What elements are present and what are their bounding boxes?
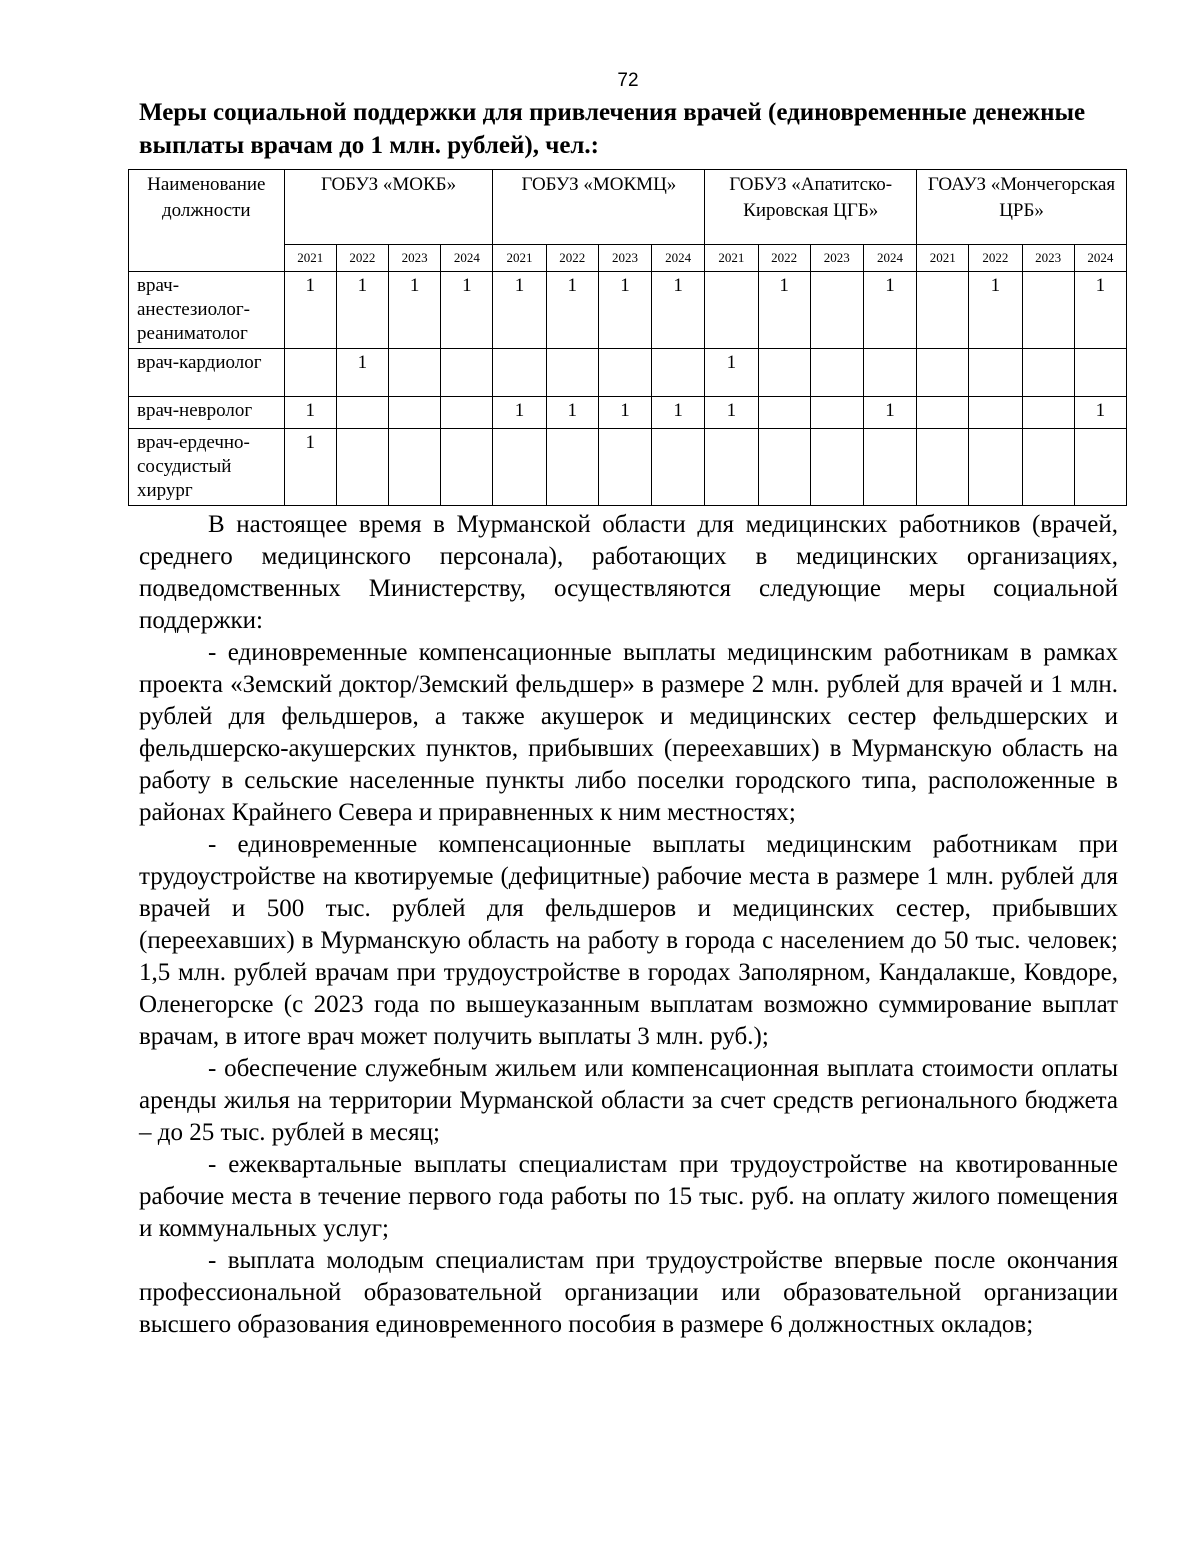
table-row [129, 349, 1127, 397]
year-cell: 2024 [652, 245, 705, 272]
position-name: врач-ердечно-сосудистый хирург [129, 429, 285, 506]
value-cell [969, 397, 1022, 429]
table-row [129, 429, 1127, 506]
value-cell [546, 349, 598, 397]
page-number: 72 [617, 70, 639, 91]
value-cell [441, 349, 493, 397]
value-cell: 1 [1074, 397, 1126, 429]
value-cell [493, 429, 546, 506]
value-cell [863, 349, 916, 397]
value-cell [1022, 429, 1074, 506]
value-cell [758, 397, 810, 429]
paragraph: - единовременные компенсационные выплаты медицинским работникам в рамках проекта «Земский доктор/Земский фельдшер» в размере 2 млн. рублей для врачей и 1 млн. рублей для фельдшеров, а также акушерок и медицинских сестер фельдшерских и фельдшерско-акушерских пунктов, прибывших (переехавших) в Мурманскую область на работу в сельские населенные пункты либо поселки городского типа, расположенные в районах Крайнего Севера и приравненных к ним местностях; [139, 639, 1118, 826]
value-cell [758, 429, 810, 506]
header-row [129, 170, 1127, 245]
page-title: Меры социальной поддержки для привлечения врачей (единовременные денежные выплаты врачам до 1 млн. рублей), чел.: [139, 99, 1086, 159]
paragraph: - единовременные компенсационные выплаты медицинским работникам при трудоустройстве на квотируемые (дефицитные) рабочие места в размере 1 млн. рублей для врачей и 500 тыс. рублей для фельдшеров и медицинских сестер, прибывших (переехавших) в Мурманскую область на работу в города с населением до 50 тыс. человек; 1,5 млн. рублей врачам при трудоустройстве в городах Заполярном, Кандалакше, Ковдоре, Оленегорске (с 2023 года по вышеуказанным выплатам возможно суммирование выплат врачам, в итоге врач может получить выплаты 3 млн. руб.); [139, 831, 1118, 1050]
value-cell: 1 [284, 272, 336, 349]
value-cell [652, 349, 705, 397]
value-cell [1022, 349, 1074, 397]
value-cell [652, 429, 705, 506]
value-cell: 1 [546, 272, 598, 349]
position-name: врач-невролог [129, 397, 285, 429]
value-cell: 1 [863, 272, 916, 349]
year-cell: 2023 [810, 245, 863, 272]
value-cell: 1 [705, 397, 758, 429]
value-cell: 1 [389, 272, 441, 349]
value-cell [969, 349, 1022, 397]
value-cell [441, 397, 493, 429]
year-cell: 2021 [284, 245, 336, 272]
value-cell: 1 [284, 397, 336, 429]
value-cell [1022, 272, 1074, 349]
paragraph: - выплата молодым специалистам при трудоустройстве впервые после окончания профессиональной образовательной организации или образовательной организации высшего образования единовременного пособия в размере 6 должностных окладов; [139, 1247, 1118, 1338]
value-cell: 1 [336, 272, 388, 349]
paragraph: - обеспечение служебным жильем или компенсационная выплата стоимости оплаты аренды жилья на территории Мурманской области за счет средств регионального бюджета – до 25 тыс. рублей в месяц; [139, 1055, 1118, 1146]
header-org-apatity: ГОБУЗ «Апатитско-Кировская ЦГБ» [705, 170, 917, 245]
value-cell [598, 349, 651, 397]
value-cell: 1 [493, 397, 546, 429]
year-cell: 2022 [546, 245, 598, 272]
value-cell: 1 [758, 272, 810, 349]
table-row [129, 397, 1127, 429]
table-body [129, 170, 1127, 506]
support-table [128, 169, 1127, 506]
year-cell: 2021 [917, 245, 969, 272]
year-cell: 2024 [863, 245, 916, 272]
header-position: Наименование должности [129, 170, 285, 272]
value-cell [810, 429, 863, 506]
table-row [129, 272, 1127, 349]
header-org-monchegorsk: ГОАУЗ «Мончегорская ЦРБ» [917, 170, 1127, 245]
value-cell [336, 397, 388, 429]
value-cell [705, 272, 758, 349]
paragraph: - ежеквартальные выплаты специалистам при трудоустройстве на квотированные рабочие места в течение первого года работы по 15 тыс. руб. на оплату жилого помещения и коммунальных услуг; [139, 1151, 1118, 1242]
value-cell [546, 429, 598, 506]
value-cell [917, 349, 969, 397]
value-cell: 1 [1074, 272, 1126, 349]
value-cell [284, 349, 336, 397]
year-cell: 2023 [598, 245, 651, 272]
year-cell: 2022 [758, 245, 810, 272]
value-cell: 1 [441, 272, 493, 349]
value-cell [1074, 429, 1126, 506]
value-cell [917, 397, 969, 429]
value-cell [969, 429, 1022, 506]
value-cell [441, 429, 493, 506]
value-cell: 1 [336, 349, 388, 397]
value-cell [810, 272, 863, 349]
year-cell: 2021 [493, 245, 546, 272]
value-cell: 1 [598, 397, 651, 429]
value-cell: 1 [546, 397, 598, 429]
year-cell: 2023 [389, 245, 441, 272]
value-cell [705, 429, 758, 506]
year-cell: 2021 [705, 245, 758, 272]
year-cell: 2023 [1022, 245, 1074, 272]
value-cell [1074, 349, 1126, 397]
value-cell [863, 429, 916, 506]
header-org-mokb: ГОБУЗ «МОКБ» [284, 170, 493, 245]
value-cell [917, 272, 969, 349]
value-cell: 1 [652, 272, 705, 349]
value-cell: 1 [598, 272, 651, 349]
value-cell: 1 [652, 397, 705, 429]
year-cell: 2022 [969, 245, 1022, 272]
value-cell [389, 397, 441, 429]
header-org-mokmc: ГОБУЗ «МОКМЦ» [493, 170, 705, 245]
value-cell [758, 349, 810, 397]
value-cell [1022, 397, 1074, 429]
value-cell [493, 349, 546, 397]
value-cell: 1 [493, 272, 546, 349]
year-cell: 2024 [1074, 245, 1126, 272]
year-cell: 2024 [441, 245, 493, 272]
value-cell: 1 [284, 429, 336, 506]
year-cell: 2022 [336, 245, 388, 272]
value-cell: 1 [705, 349, 758, 397]
value-cell: 1 [969, 272, 1022, 349]
value-cell [810, 349, 863, 397]
value-cell [917, 429, 969, 506]
value-cell: 1 [863, 397, 916, 429]
paragraph: В настоящее время в Мурманской области для медицинских работников (врачей, среднего медицинского персонала), работающих в медицинских организациях, подведомственных Министерству, осуществляются следующие меры социальной поддержки: [139, 511, 1118, 634]
value-cell [389, 429, 441, 506]
value-cell [389, 349, 441, 397]
position-name: врач-анестезиолог-реаниматолог [129, 272, 285, 349]
value-cell [336, 429, 388, 506]
value-cell [598, 429, 651, 506]
body-text [139, 509, 1118, 1341]
position-name: врач-кардиолог [129, 349, 285, 397]
value-cell [810, 397, 863, 429]
